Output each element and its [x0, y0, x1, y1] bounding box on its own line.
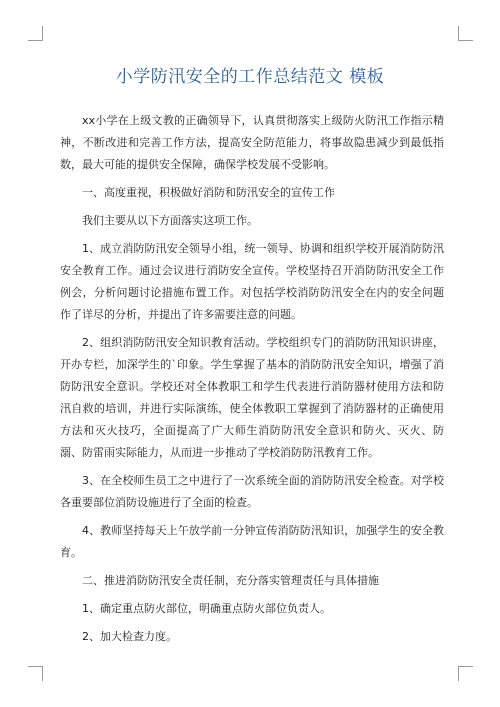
section-heading-1: 一、高度重视，积极做好消防和防汛安全的宣传工作 [82, 186, 335, 199]
paragraph-intro: xx小学在上级文教的正确领导下，认真贯彻落实上级防火防汛工作指示精神，不断改进和完善工作方法，提高安全防范能力，将事故隐患减少到最低指数，最大可能的提供安全保障，确保学校发展不受影响。 [60, 114, 444, 171]
list-item-4: 4、教师坚持每天上午放学前一分钟宣传消防防汛知识，加强学生的安全教育。 [60, 524, 444, 559]
crop-mark-top-right [458, 26, 473, 41]
document-body [60, 110, 444, 654]
section-heading-2: 二、推进消防防汛安全责任制，充分落实管理责任与具体措施 [82, 574, 379, 587]
list-item-6: 2、加大检查力度。 [82, 630, 177, 643]
list-item-2: 2、组织消防防汛安全知识教育活动。学校组织专门的消防防汛知识讲座，开办专栏，加深学生的`印象。学生掌握了基本的消防防汛安全知识，增强了消防防汛安全意识。学校还对全体教职工和学生代表进行消防器材使用方法和防汛自救的培训，并进行实际演练，使全体教职工掌握到了消防器材的正确使用方法和灭火技巧，全面提高了广大师生消防防汛安全意识和防火、灭火、防溺、防雷雨实际能力，从而进一步推动了学校消防防汛教育工作。 [60, 336, 444, 459]
list-item-5: 1、确定重点防火部位，明确重点防火部位负责人。 [82, 602, 331, 615]
crop-mark-bottom-right [458, 666, 473, 681]
document-title: 小学防汛安全的工作总结范文 模板 [115, 67, 385, 87]
list-item-3: 3、在全校师生员工之中进行了一次系统全面的消防防汛安全检查。对学校各重要部位消防设施进行了全面的检查。 [60, 474, 444, 509]
crop-mark-bottom-left [28, 666, 43, 681]
paragraph: 我们主要从以下方面落实这项工作。 [82, 214, 258, 227]
list-item-1: 1、成立消防防汛安全领导小组，统一领导、协调和组织学校开展消防防汛安全教育工作。通过会议进行消防安全宣传。学校坚持召开消防防汛安全工作例会，分析问题讨论措施布置工作。对包括学校消防防汛安全在内的安全问题作了详尽的分析，并提出了许多需要注意的问题。 [60, 242, 444, 321]
crop-mark-top-left [28, 26, 43, 41]
